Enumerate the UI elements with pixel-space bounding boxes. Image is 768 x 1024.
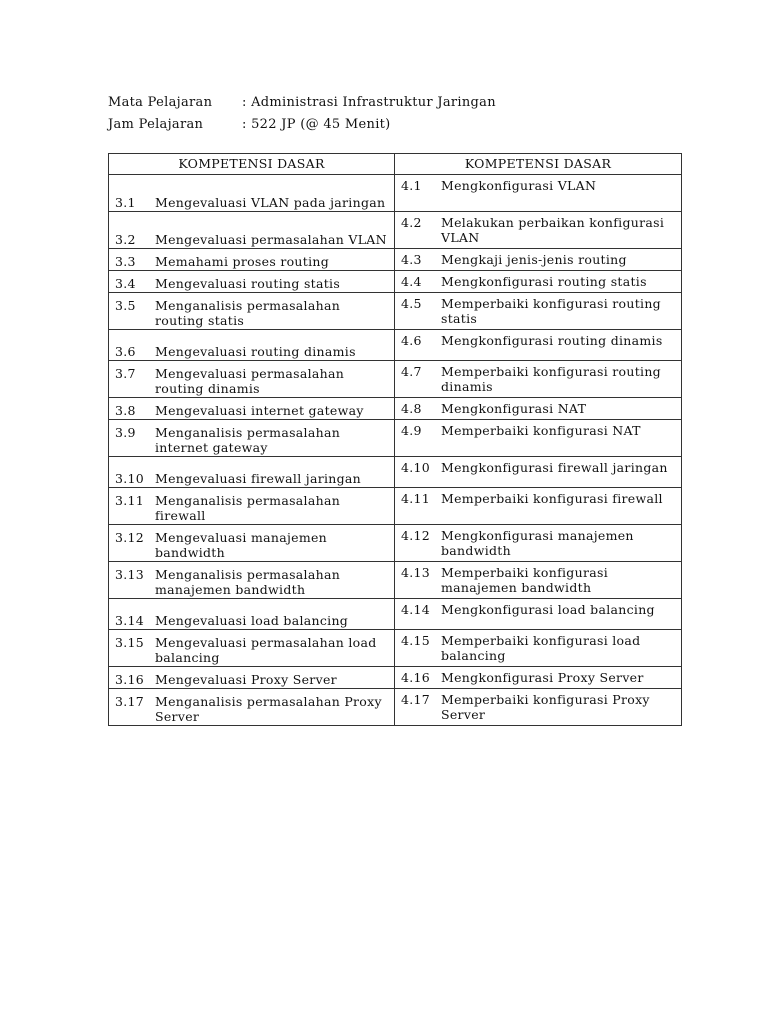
competency-cell-kd4 (395, 689, 682, 726)
competency-text: Memperbaiki konfigurasi Proxy Server (441, 692, 650, 722)
table-row (109, 361, 682, 398)
competency-number: 3.12 (115, 530, 145, 545)
subject-row (108, 92, 496, 114)
competency-cell-kd3 (109, 271, 395, 293)
competency-number: 4.4 (401, 274, 422, 289)
competency-text: Mengevaluasi load balancing (155, 613, 349, 628)
competency-text: Memperbaiki konfigurasi load balancing (441, 633, 641, 663)
competency-text: Mengevaluasi VLAN pada jaringan (155, 195, 386, 210)
competency-number: 4.7 (401, 364, 422, 379)
competency-text: Mengevaluasi manajemen bandwidth (155, 530, 328, 560)
competency-text: Menganalisis permasalahan internet gateway (155, 425, 341, 455)
competency-cell-kd4 (395, 667, 682, 689)
competency-text: Mengkonfigurasi load balancing (441, 602, 655, 617)
competency-number: 3.8 (115, 403, 136, 418)
table-row (109, 630, 682, 667)
competency-number: 3.6 (115, 344, 136, 359)
competency-number: 3.9 (115, 425, 136, 440)
competency-number: 4.12 (401, 528, 431, 543)
competency-number: 4.6 (401, 333, 422, 348)
competency-text: Memperbaiki konfigurasi routing statis (441, 296, 661, 326)
competency-cell-kd3 (109, 488, 395, 525)
competency-text: Mengevaluasi permasalahan load balancing (155, 635, 377, 665)
competency-text: Mengevaluasi internet gateway (155, 403, 364, 418)
competency-number: 4.15 (401, 633, 431, 648)
competency-cell-kd4 (395, 212, 682, 249)
competency-text: Memperbaiki konfigurasi firewall (441, 491, 663, 506)
competency-number: 3.17 (115, 694, 145, 709)
competency-text: Memahami proses routing (155, 254, 330, 269)
competency-text: Mengkonfigurasi manajemen bandwidth (441, 528, 634, 558)
competency-text: Mengkonfigurasi VLAN (441, 178, 597, 193)
competency-cell-kd3 (109, 212, 395, 249)
competency-cell-kd3 (109, 457, 395, 488)
table-row (109, 293, 682, 330)
competency-number: 3.1 (115, 195, 136, 210)
competency-text: Mengevaluasi permasalahan VLAN (155, 232, 387, 247)
competency-text: Menganalisis permasalahan firewall (155, 493, 341, 523)
competency-cell-kd3 (109, 630, 395, 667)
competency-number: 3.13 (115, 567, 145, 582)
competency-number: 4.11 (401, 491, 431, 506)
competency-cell-kd4 (395, 488, 682, 525)
competency-cell-kd4 (395, 457, 682, 488)
competency-text: Mengkonfigurasi routing dinamis (441, 333, 663, 348)
competency-text: Mengevaluasi routing statis (155, 276, 341, 291)
table-row (109, 599, 682, 630)
competency-cell-kd3 (109, 361, 395, 398)
table-body (109, 175, 682, 726)
table-row (109, 420, 682, 457)
subject-label: Mata Pelajaran (108, 95, 213, 110)
table-row (109, 175, 682, 212)
competency-number: 4.8 (401, 401, 422, 416)
competency-text: Memperbaiki konfigurasi manajemen bandwidth (441, 565, 608, 595)
competency-cell-kd4 (395, 398, 682, 420)
competency-number: 3.10 (115, 471, 145, 486)
competency-cell-kd4 (395, 599, 682, 630)
competency-number: 3.15 (115, 635, 145, 650)
competency-text: Mengevaluasi routing dinamis (155, 344, 356, 359)
competency-cell-kd4 (395, 330, 682, 361)
competency-number: 4.1 (401, 178, 422, 193)
competency-cell-kd4 (395, 630, 682, 667)
competency-number: 4.10 (401, 460, 431, 475)
competency-text: Mengkonfigurasi Proxy Server (441, 670, 644, 685)
table-header-row (109, 154, 682, 175)
competency-cell-kd3 (109, 525, 395, 562)
competency-number: 4.13 (401, 565, 431, 580)
table-row (109, 667, 682, 689)
competency-number: 3.4 (115, 276, 136, 291)
competency-cell-kd4 (395, 361, 682, 398)
competency-cell-kd4 (395, 175, 682, 212)
column-header-kd3: KOMPETENSI DASAR (109, 154, 395, 175)
competency-text: Mengkaji jenis-jenis routing (441, 252, 627, 267)
competency-cell-kd3 (109, 599, 395, 630)
competency-number: 3.7 (115, 366, 136, 381)
competency-cell-kd3 (109, 330, 395, 361)
competency-cell-kd3 (109, 175, 395, 212)
table-row (109, 398, 682, 420)
table-row (109, 212, 682, 249)
competency-text: Mengkonfigurasi routing statis (441, 274, 647, 289)
competency-cell-kd3 (109, 420, 395, 457)
table-row (109, 457, 682, 488)
course-info (108, 92, 496, 136)
competency-cell-kd4 (395, 271, 682, 293)
competency-number: 4.17 (401, 692, 431, 707)
competency-text: Melakukan perbaikan konfigurasi VLAN (441, 215, 665, 245)
table-row (109, 562, 682, 599)
competency-cell-kd4 (395, 525, 682, 562)
competency-text: Menganalisis permasalahan manajemen bandwidth (155, 567, 341, 597)
competency-cell-kd3 (109, 689, 395, 726)
competency-text: Mengkonfigurasi firewall jaringan (441, 460, 668, 475)
competency-text: Mengevaluasi Proxy Server (155, 672, 337, 687)
table-row (109, 689, 682, 726)
table-row (109, 271, 682, 293)
competency-number: 4.2 (401, 215, 422, 230)
competency-cell-kd3 (109, 667, 395, 689)
competency-number: 3.16 (115, 672, 145, 687)
competency-number: 3.14 (115, 613, 145, 628)
hours-row (108, 114, 496, 136)
competency-text: Menganalisis permasalahan Proxy Server (155, 694, 382, 724)
table-row (109, 249, 682, 271)
competency-text: Memperbaiki konfigurasi routing dinamis (441, 364, 661, 394)
competency-cell-kd4 (395, 249, 682, 271)
competency-number: 3.3 (115, 254, 136, 269)
competency-cell-kd3 (109, 293, 395, 330)
subject-value: : Administrasi Infrastruktur Jaringan (242, 95, 496, 110)
competency-text: Memperbaiki konfigurasi NAT (441, 423, 641, 438)
competency-number: 4.3 (401, 252, 422, 267)
competency-number: 3.2 (115, 232, 136, 247)
competency-number: 3.5 (115, 298, 136, 313)
table-row (109, 330, 682, 361)
competency-cell-kd3 (109, 562, 395, 599)
column-header-kd4: KOMPETENSI DASAR (395, 154, 682, 175)
competency-number: 3.11 (115, 493, 145, 508)
competency-table (108, 153, 682, 726)
hours-value: : 522 JP (@ 45 Menit) (242, 117, 391, 132)
competency-number: 4.16 (401, 670, 431, 685)
competency-cell-kd4 (395, 562, 682, 599)
competency-text: Mengevaluasi firewall jaringan (155, 471, 362, 486)
competency-cell-kd3 (109, 249, 395, 271)
hours-label: Jam Pelajaran (108, 117, 204, 132)
table-row (109, 525, 682, 562)
competency-text: Mengevaluasi permasalahan routing dinamis (155, 366, 345, 396)
table-row (109, 488, 682, 525)
competency-text: Menganalisis permasalahan routing statis (155, 298, 341, 328)
competency-text: Mengkonfigurasi NAT (441, 401, 587, 416)
competency-cell-kd3 (109, 398, 395, 420)
competency-number: 4.14 (401, 602, 431, 617)
competency-number: 4.9 (401, 423, 422, 438)
competency-cell-kd4 (395, 293, 682, 330)
competency-number: 4.5 (401, 296, 422, 311)
competency-cell-kd4 (395, 420, 682, 457)
